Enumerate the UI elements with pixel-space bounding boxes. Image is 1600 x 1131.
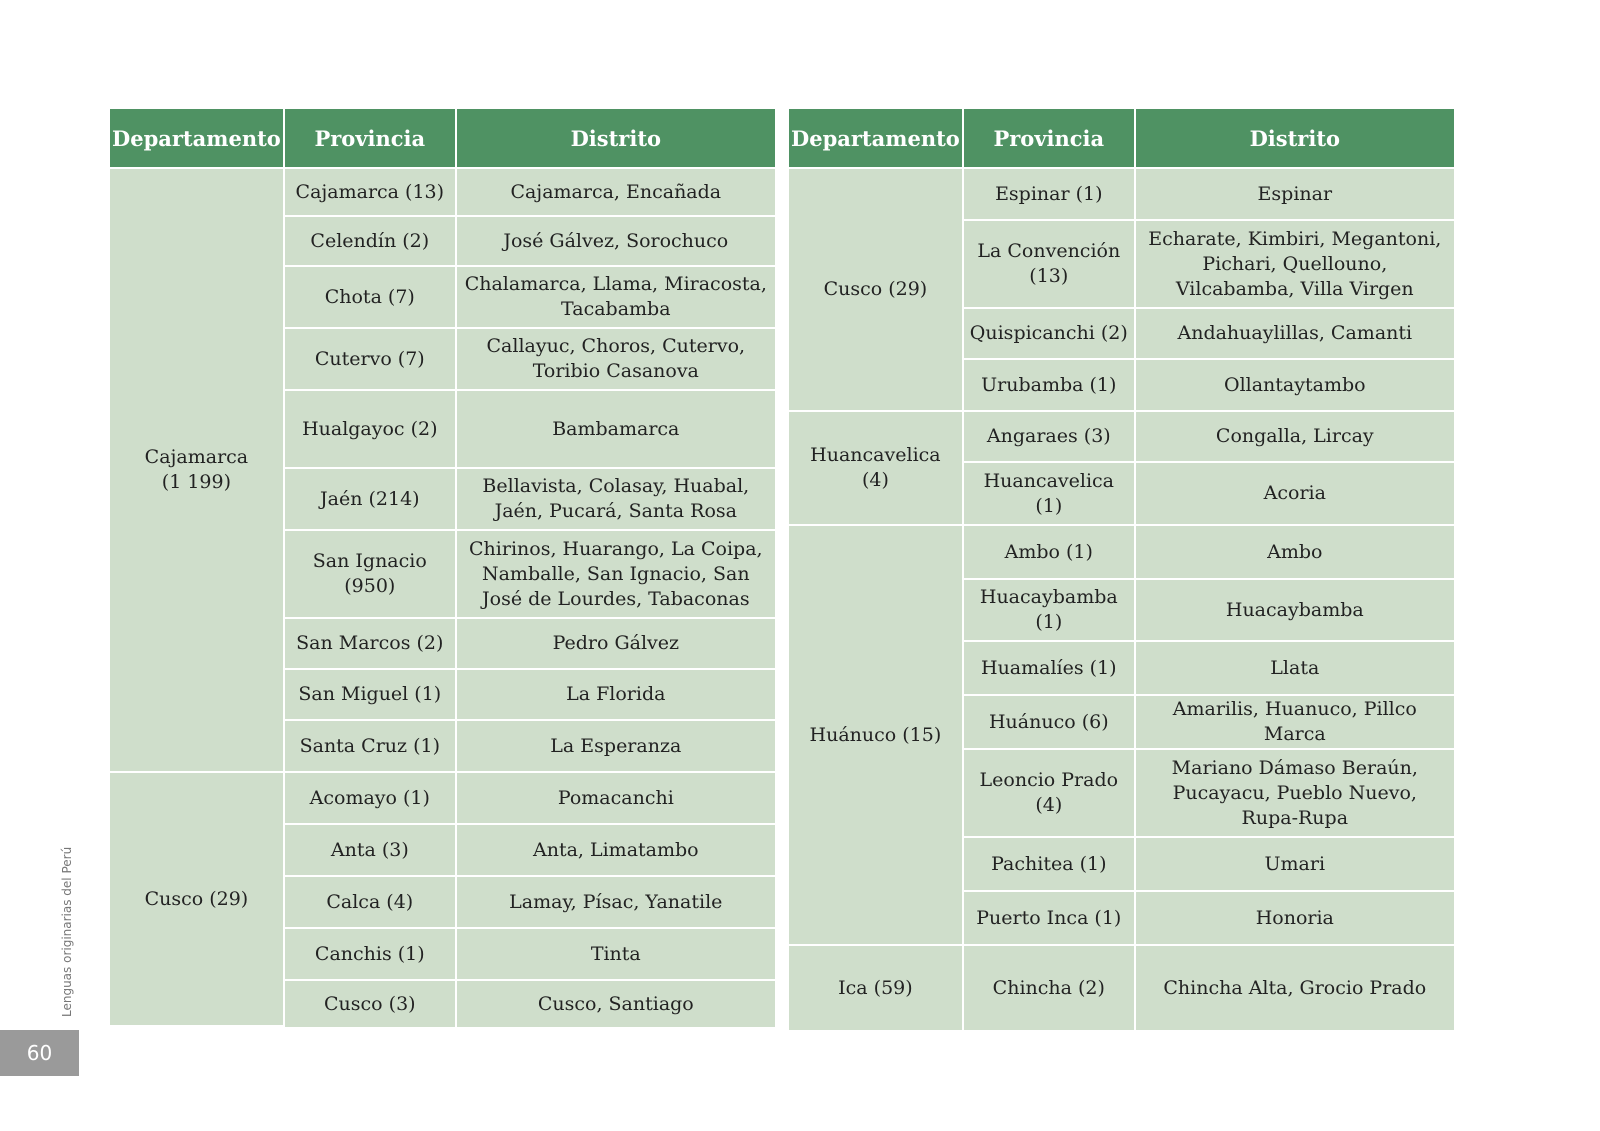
prov-cell: Celendín (2): [285, 217, 455, 267]
prov-cell: San Ignacio (950): [285, 531, 455, 619]
book-title-side-label: Lenguas originarias del Perú: [60, 846, 74, 1017]
prov-cell: Chota (7): [285, 267, 455, 329]
dist-cell: Pomacanchi: [457, 773, 775, 825]
dist-cell: Espinar: [1136, 169, 1454, 221]
prov-cell: Canchis (1): [285, 929, 455, 981]
dist-cell: Acoria: [1136, 463, 1454, 526]
prov-cell: Cusco (3): [285, 981, 455, 1027]
header-departamento: Departamento: [789, 109, 962, 169]
dist-cell: Lamay, Písac, Yanatile: [457, 877, 775, 929]
dist-cell: Bellavista, Colasay, Huabal, Jaén, Pucará, Santa Rosa: [457, 469, 775, 531]
prov-cell: Huánuco (6): [964, 696, 1134, 750]
prov-cell: Espinar (1): [964, 169, 1134, 221]
table-row: [789, 412, 1454, 463]
dist-cell: Cusco, Santiago: [457, 981, 775, 1027]
dept-cell-huancavelica: Huancavelica (4): [789, 412, 962, 526]
dist-cell: Anta, Limatambo: [457, 825, 775, 877]
prov-cell: Quispicanchi (2): [964, 309, 1134, 360]
dist-cell: Huacaybamba: [1136, 580, 1454, 642]
left-table: [108, 109, 777, 1027]
dist-cell: La Esperanza: [457, 721, 775, 773]
dist-cell: José Gálvez, Sorochuco: [457, 217, 775, 267]
dist-cell: Mariano Dámaso Beraún, Pucayacu, Pueblo Nuevo, Rupa-Rupa: [1136, 750, 1454, 838]
dist-cell: Honoria: [1136, 892, 1454, 946]
prov-cell: Anta (3): [285, 825, 455, 877]
dist-cell: Ollantaytambo: [1136, 360, 1454, 412]
dist-cell: Chirinos, Huarango, La Coipa, Namballe, San Ignacio, San José de Lourdes, Tabaconas: [457, 531, 775, 619]
table-row: [789, 169, 1454, 221]
prov-cell: Huacaybamba (1): [964, 580, 1134, 642]
dist-cell: Umari: [1136, 838, 1454, 892]
dist-cell: Chincha Alta, Grocio Prado: [1136, 946, 1454, 1030]
table-row: [110, 169, 775, 217]
prov-cell: Santa Cruz (1): [285, 721, 455, 773]
prov-cell: Angaraes (3): [964, 412, 1134, 463]
prov-cell: Hualgayoc (2): [285, 391, 455, 469]
prov-cell: Ambo (1): [964, 526, 1134, 580]
prov-cell: La Convención (13): [964, 221, 1134, 309]
header-distrito: Distrito: [1136, 109, 1454, 169]
table-row: [110, 773, 775, 825]
table-row: [789, 526, 1454, 580]
prov-cell: Cutervo (7): [285, 329, 455, 391]
dept-cell-cusco: Cusco (29): [110, 773, 283, 1027]
page-number-badge: 60: [0, 1030, 79, 1076]
dist-cell: La Florida: [457, 670, 775, 721]
prov-cell: Cajamarca (13): [285, 169, 455, 217]
header-row: [110, 109, 775, 169]
dist-cell: Callayuc, Choros, Cutervo, Toribio Casanova: [457, 329, 775, 391]
dist-cell: Cajamarca, Encañada: [457, 169, 775, 217]
dist-cell: Congalla, Lircay: [1136, 412, 1454, 463]
dist-cell: Amarilis, Huanuco, Pillco Marca: [1136, 696, 1454, 750]
dept-cell-huanuco: Huánuco (15): [789, 526, 962, 946]
prov-cell: Chincha (2): [964, 946, 1134, 1030]
dept-cell-cajamarca: Cajamarca (1 199): [110, 169, 283, 773]
dist-cell: Bambamarca: [457, 391, 775, 469]
dist-cell: Tinta: [457, 929, 775, 981]
prov-cell: San Miguel (1): [285, 670, 455, 721]
header-departamento: Departamento: [110, 109, 283, 169]
prov-cell: Pachitea (1): [964, 838, 1134, 892]
right-table: [787, 109, 1456, 1030]
prov-cell: Urubamba (1): [964, 360, 1134, 412]
dept-cell-ica: Ica (59): [789, 946, 962, 1030]
dist-cell: Andahuaylillas, Camanti: [1136, 309, 1454, 360]
dept-cell-cusco: Cusco (29): [789, 169, 962, 412]
header-distrito: Distrito: [457, 109, 775, 169]
dist-cell: Llata: [1136, 642, 1454, 696]
prov-cell: Huamalíes (1): [964, 642, 1134, 696]
dist-cell: Echarate, Kimbiri, Megantoni, Pichari, Quellouno, Vilcabamba, Villa Virgen: [1136, 221, 1454, 309]
dist-cell: Pedro Gálvez: [457, 619, 775, 670]
dist-cell: Ambo: [1136, 526, 1454, 580]
header-provincia: Provincia: [285, 109, 455, 169]
prov-cell: Leoncio Prado (4): [964, 750, 1134, 838]
dist-cell: Chalamarca, Llama, Miracosta, Tacabamba: [457, 267, 775, 329]
prov-cell: Puerto Inca (1): [964, 892, 1134, 946]
header-row: [789, 109, 1454, 169]
prov-cell: Huancavelica (1): [964, 463, 1134, 526]
table-row: [789, 946, 1454, 1030]
prov-cell: Acomayo (1): [285, 773, 455, 825]
prov-cell: Calca (4): [285, 877, 455, 929]
prov-cell: San Marcos (2): [285, 619, 455, 670]
prov-cell: Jaén (214): [285, 469, 455, 531]
header-provincia: Provincia: [964, 109, 1134, 169]
